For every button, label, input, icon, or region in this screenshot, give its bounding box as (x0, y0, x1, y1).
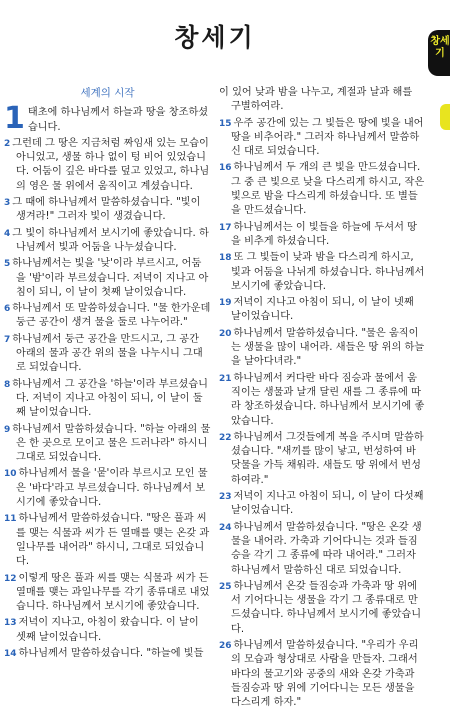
verse-text: 그 때에 하나님께서 말씀하셨습니다. "빛이 생겨라!" 그러자 빛이 생겼습니다. (12, 197, 201, 223)
verse (4, 137, 211, 194)
verse (4, 378, 211, 421)
verse-text: 하나님께서 물을 '뭍'이라 부르시고 모인 물은 '바다'라고 부르셨습니다. 하나님께서 보시기에 좋았습니다. (16, 468, 208, 509)
verse-number: 4 (4, 228, 11, 239)
book-tab-label: 창세기 (430, 36, 450, 59)
verse-number: 14 (4, 648, 17, 659)
verse-text: 태초에 하나님께서 하늘과 땅을 창조하셨습니다. (27, 107, 209, 133)
verse (219, 161, 425, 218)
verse (4, 512, 211, 569)
verse-text: 이렇게 땅은 풀과 씨를 맺는 식물과 씨가 든 열매를 맺는 과일나무를 각기 종류대로 내었습니다. 하나님께서 보시기에 좋았습니다. (16, 572, 210, 613)
verse-number: 9 (4, 424, 11, 435)
verse (219, 431, 425, 488)
verse-number: 13 (4, 618, 17, 629)
verse-text: 그런데 그 땅은 지금처럼 짜임새 있는 모습이 아니었고, 생물 하나 없이 텅 비어 있었습니다. 어둠이 깊은 바다를 덮고 있었고, 하나님의 영은 물 위에서 움직이고 계셨습니다. (12, 137, 210, 192)
verse-number: 10 (4, 469, 17, 480)
verse-text: 하나님께서 말씀하셨습니다. "땅은 풀과 씨를 맺는 식물과 씨가 든 열매를 맺는 온갖 과일나무를 내어라" 하시니, 그대로 되었습니다. (16, 513, 210, 568)
verse-number: 11 (4, 514, 17, 525)
verse-number: 12 (4, 573, 17, 584)
verse-text: 그 빛이 하나님께서 보시기에 좋았습니다. 하나님께서 빛과 어둠을 나누셨습니다. (12, 227, 209, 253)
verse-number: 18 (219, 253, 232, 264)
verse-text: 하나님께서 말씀하셨습니다. "땅은 온갖 생물을 내어라. 가축과 기어다니는 것과 들짐승을 각기 그 종류에 따라 내어라." 그러자 하나님께서 말씀하신 대로 되었습니다. (231, 521, 422, 576)
verse-number: 19 (219, 298, 232, 309)
verse (219, 86, 425, 115)
verse (219, 327, 425, 370)
verse (219, 221, 425, 250)
verse (219, 296, 425, 325)
verse-text: 하나님께서 커다란 바다 짐승과 물에서 움직이는 생물과 날개 달린 새를 그 종류에 따라 창조하셨습니다. 하나님께서 보시기에 좋았습니다. (231, 372, 425, 427)
verse-number: 15 (219, 118, 232, 129)
verse (219, 372, 425, 429)
verse-number: 24 (219, 522, 232, 533)
verse (4, 101, 211, 137)
verse (219, 251, 425, 294)
section-heading: 세계의 시작 (80, 87, 135, 99)
right-column (219, 86, 425, 712)
verse-number: 1 (4, 101, 25, 137)
verse-text: 하나님께서 말씀하셨습니다. "하늘에 빛들 (18, 647, 204, 659)
verse (219, 490, 425, 519)
verse-number: 20 (219, 328, 232, 339)
verse (4, 616, 211, 645)
book-title: 창세기 (174, 23, 256, 52)
verse-text: 하나님께서 둥근 공간을 만드시고, 그 공간 아래의 물과 공간 위의 물을 나누시니 그대로 되었습니다. (12, 333, 203, 374)
next-book-tab[interactable] (440, 104, 450, 130)
verse-number: 2 (4, 138, 11, 149)
verse-text: 하나님께서는 이 빛들을 하늘에 두셔서 땅을 비추게 하셨습니다. (231, 221, 418, 247)
verse-text: 하나님께서 말씀하셨습니다. "하늘 아래의 물은 한 곳으로 모이고 물은 드러나라" 하시니 그대로 되었습니다. (12, 423, 211, 464)
verse-text: 하나님께서 말씀하셨습니다. "물은 움직이는 생물을 많이 내어라. 새들은 땅 위의 하늘을 날아다녀라." (231, 327, 425, 368)
verse (219, 117, 425, 160)
verse-number: 17 (219, 222, 232, 233)
verse (4, 647, 211, 661)
verse-text: 저녁이 지나고 아침이 되니, 이 날이 다섯째 날이었습니다. (231, 491, 424, 517)
verse-text: 하나님께서는 빛을 '낮'이라 부르시고, 어둠을 '밤'이라 부르셨습니다. 저녁이 지나고 아침이 되니, 이 날이 첫째 날이었습니다. (12, 258, 209, 298)
verse-text: 하나님께서 온갖 들짐승과 가축과 땅 위에서 기어다니는 생물을 각기 그 종류대로 만드셨습니다. 하나님께서 보시기에 좋았습니다. (231, 580, 422, 635)
verse-number: 26 (219, 640, 232, 651)
verse (219, 521, 425, 578)
verse (4, 257, 211, 300)
verse-text: 저녁이 지나고, 아침이 왔습니다. 이 날이 셋째 날이었습니다. (16, 617, 199, 643)
verse (4, 196, 211, 225)
verse-number: 6 (4, 304, 11, 315)
verse-number: 25 (219, 581, 232, 592)
verse-number: 22 (219, 432, 232, 443)
verse (4, 423, 211, 466)
verse (4, 227, 211, 256)
verse-number: 16 (219, 163, 232, 174)
verse-text: 저녁이 지나고 아침이 되니, 이 날이 넷째 날이었습니다. (231, 297, 414, 323)
verse-number: 23 (219, 492, 232, 503)
verse-text: 하나님께서 두 개의 큰 빛을 만드셨습니다. 그 중 큰 빛으로 낮을 다스리게 하시고, 작은 빛으로 밤을 다스리게 하셨습니다. 또 별들을 만드셨습니다. (231, 162, 425, 217)
verse-number: 21 (219, 373, 232, 384)
verse-text: 하나님께서 말씀하셨습니다. "우리가 우리의 모습과 형상대로 사람을 만들자. 그래서 바다의 물고기와 공중의 새와 온갖 가축과 들짐승과 땅 위에 기어다니는 모든 생물을 다스리게 하자." (231, 639, 419, 709)
verse-number: 8 (4, 379, 11, 390)
verse-number: 3 (4, 198, 11, 209)
verse (4, 572, 211, 615)
verse (4, 467, 211, 510)
left-column (4, 86, 211, 663)
verse-text: 하나님께서 그 공간을 '하늘'이라 부르셨습니다. 저녁이 지나고 아침이 되니, 이 날이 둘째 날이었습니다. (12, 378, 208, 419)
verse (4, 302, 211, 331)
verse-text: 이 있어 낮과 밤을 나누고, 계절과 날과 해를 구별하여라. (219, 87, 413, 113)
verse (4, 333, 211, 376)
verse (219, 639, 425, 710)
verse-text: 또 그 빛들이 낮과 밤을 다스리게 하시고, 빛과 어둠을 나뉘게 하셨습니다. 하나님께서 보시기에 좋았습니다. (231, 252, 425, 292)
verse-text: 하나님께서 또 말씀하셨습니다. "물 한가운데 둥근 공간이 생겨 물을 둘로 나누어라." (12, 303, 211, 329)
verse-number: 5 (4, 259, 11, 270)
verse-text: 우주 공간에 있는 그 빛들은 땅에 빛을 내어 땅을 비추어라." 그러자 하나님께서 말씀하신 대로 되었습니다. (231, 117, 424, 158)
verse-number: 7 (4, 334, 11, 345)
verse-text: 하나님께서 그것들에게 복을 주시며 말씀하셨습니다. "새끼를 많이 낳고, 번성하여 바닷물을 가득 채워라. 새들도 땅 위에서 번성하여라." (231, 431, 424, 486)
verse (219, 580, 425, 637)
